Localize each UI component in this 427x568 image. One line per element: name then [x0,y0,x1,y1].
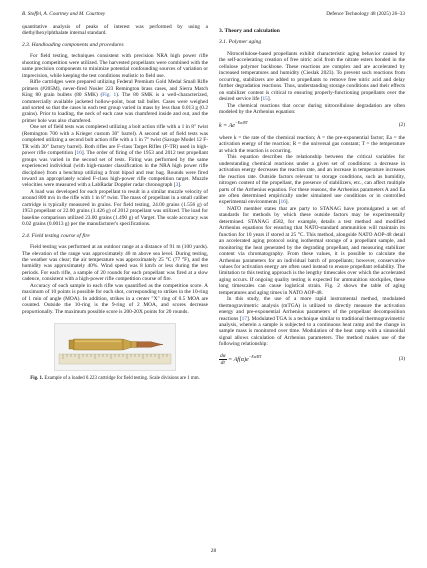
equation-2: $k = Ae^{-Ea/RT}$ (2) [219,120,405,130]
equation-3: $\frac{d\alpha}{dt}$ = $Af(\alpha)e^{-Ea/RT}$ (3) [220,352,405,366]
figure-link[interactable]: Fig. 1 [102,92,117,99]
equation-number: (3) [398,356,405,363]
page-number: 28 [210,548,217,554]
reference-link[interactable]: 3 [175,182,179,189]
left-column [22,24,208,382]
reference-link[interactable]: 15 [262,96,268,103]
paragraph: Nitrocellulose-based propellants exhibit characteristic aging behavior caused by the self-accelerating creation of free nitric acid from the nitrate esters bonded in the cellulose polymer backbone. These reactions are complex and are accelerated by increased temperatures and humidity (Cieslak 2023). To prevent such reactions from occurring, stabilizers are added to propellants to remove free nitric acid and delay further degradation reactions. Thus, understanding storage conditions and their effects on stabilizer content is critical to ensuring properly-functioning propellants over the desired service life [15]. [219,50,405,103]
paragraph: where k = the rate of the chemical reaction; A = the pre-exponential factor; Ea = the activation energy of the reaction; R = the universal gas constant; T = the temperature at which the reaction is occurring. [219,134,405,154]
paragraph: The chemical reactions that occur during nitrocellulose degradation are often modeled by the Arrhenius equation: [219,102,405,115]
paragraph: For field testing, techniques consistent with precision NRA high power rifle shooting competition were utilized. The harvested propellants were combined with the same precision components to minimize potential confounding sources of variation or imprecision, while keeping the test conditions realistic to field use. [22,53,208,79]
section-3-title: 3. Theory and calculation [219,28,280,34]
paragraph: Rifle cartridges were prepared utilizing Federal Premium Gold Medal Small Rifle primers (#205M), never-fired Nosler 223 Remington brass cases, and Sierra Match King 80 grain bullets (80 SMK) (Fig. 1). The 80 SMK is a well-characterized, commercially available jacketed hollow-point, boat tail bullet. Cases were weighed and sorted so that the cases in each test group varied in mass by less than 0.013 g (0.2 grains). Prior to loading, the neck of each case was chamfered inside and out, and the primer hole was also chamfered. [22,79,208,124]
section-3-1-title: 3.1. Polymer aging [219,39,262,46]
paragraph: Accuracy of each sample in each rifle was quantified as the competition score. A maximum of 10 points is possible for each shot, corresponding to strikes in the 10-ring of 1 min of angle (MOA). In addition, strikes in a center "X" ring of 0.5 MOA are counted. Outside the 10-ring is the 9-ring of 2 MOA, and scores decrease proportionally. The maximum possible score is 200-20X points for 20 rounds. [22,282,208,315]
header-authors: B. Stoffel, A. Courtney and M. Courtney [22,11,106,17]
section-2-4-title: 2.4. Field testing course of fire [22,232,90,239]
section-2-3-title: 2.3. Handloading components and procedures [22,41,124,48]
paragraph: NATO member states that are party to STANAG have promulgated a set of standards for methods by which these outside factors may be experimentally determined. STANAG 4582, for example, details a test method and modified Arrhenius equations for ensuring that NATO-standard ammunition will maintain its function for 10 years if stored at 25 °C. This method, alongside NATO AOP-48 detail an accelerated aging protocol using isothermal storage of a propellant sample, and monitoring the heat generated by the degrading propellant, and measuring stabilizer content via chromatography. From these values, it is possible to calculate the Arrhenius parameters for an individual batch of propellants; however, conservative values for activation energy are often used instead to ensure propellant reliability. The limitation to this testing approach is the lengthy timescales over which the accelerated aging occurs. If ongoing quality testing is expected for ammunition stockpiles, these long timescales can cause logistical strain. Fig. 2 shows the table of aging temperatures and aging times in NATO AOP-48. [219,205,405,296]
cartridge-photo [54,323,176,371]
right-column [219,24,405,371]
paragraph: This equation describes the relationship between the critical variables for understanding chemical reactions under a given set of conditions: a decrease in activation energy decreases the reaction rate, and an increase in temperature increases the reaction rate. Outside factors relevant to storage conditions, such as humidity, nitrogen content of the propellant, the presence of stabilizers, etc., can affect multiple parts of the Arrhenius equation. For these reasons, the Arrhenius parameters A and Ea are often determined empirically under simulated use conditions or in controlled experimental environments [16]. [219,154,405,206]
paragraph: Field testing was performed at an outdoor range at a distance of 91 m (100 yards). The elevation of the range was approximately 40 m above sea level. During testing, the weather was clear; the air temperature was approximately 25 °C (77 °F), and the humidity was approximately 40%. Wind speed was 8 km/h or less during the test periods. For each rifle, a sample of 20 rounds for each propellant was fired at a slow cadence, consistent with a high-power rifle competition course of fire. [22,244,208,283]
reference-link[interactable]: 17 [241,315,247,322]
running-header [22,9,405,19]
figure-caption: Fig. 1. Example of a loaded 0.223 cartridge for field testing. Scale divisions are 1 mm. [30,376,200,382]
equation-number: (2) [398,121,405,128]
reference-link[interactable]: 16 [280,199,286,206]
paragraph: One set of field tests was completed utilizing a bolt action rifle with a 1 in 8″ twist (Remington 700 with a Krieger custom 30″ barrel). A second set of field tests was completed utilizing a second bolt action rifle with a 1 in 7″ twist (Savage Model 12 F-TR with 30″ factory barrel). Both rifles are F-class Target Rifles (F-TR) used in high-power rifle competition [16]. The order of firing of the 1953 and 2012 test propellant groups was varied in the second set of tests. Firing was performed by the same experienced individual (with high-master classification in the NRA high power rifle discipline) from a benchtop utilizing a front bipod and rear bag. Rounds were fired toward an appropriately scaled F-class high-power rifle competition target. Muzzle velocities were measured with a LabRadar Doppler radar chronograph [3]. [22,124,208,189]
paragraph: In this study, the use of a more rapid instrumental method, modulated thermogravimetric analysis (mTGA) is utilized to directly measure the activation energy and pre-exponential Arrhenius parameters of the propellant decomposition reactions [17]. Modulated TGA is a technique similar to traditional thermogravimetric analysis, wherein a sample is subjected to a continuous heat ramp and the change in sample mass is monitored over time. Modulation of the heat ramp with a sinusoidal signal allows calculation of Arrhenius parameters. The method makes use of the following relationship: [219,296,405,348]
reference-link[interactable]: 16 [76,150,82,157]
paragraph-intro: quantitative analysis of peaks of interest was performed by using a diethylhexylphthalate internal standard. [22,24,208,37]
figure-1 [22,323,208,382]
paragraph: A load was developed for each propellant to result in a similar muzzle velocity of around 800 m/s in the rifle with 1 in 8″ twist. The mass of propellant in a small caliber cartridge is typically measured in grains. For field testing, 24.00 grains (1.556 g) of 1953 propellant or 22.00 grains (1.426 g) of 2012 propellant was utilized. The load for baseline comparison utilized 23.00 grains (1.490 g) of Varget. The scale accuracy was 0.02 grains (0.0013 g) per the manufacturer's specifications. [22,188,208,228]
header-journal: Defence Technology 48 (2025) 26–33 [326,11,405,17]
